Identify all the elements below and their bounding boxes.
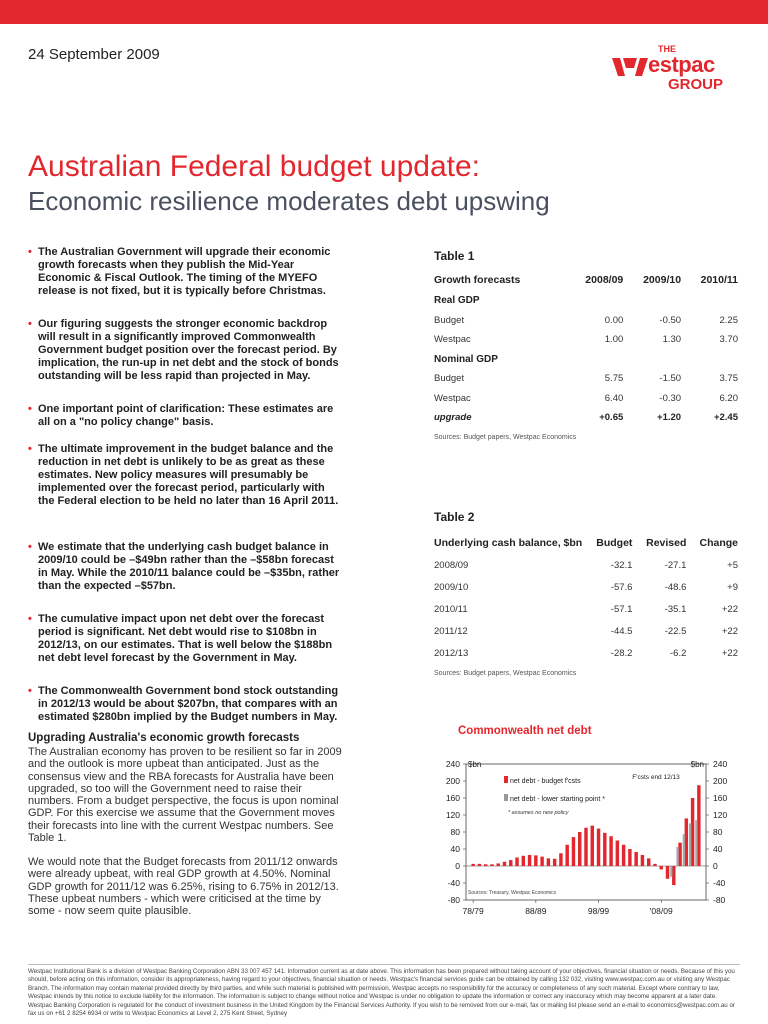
x-tick-label: 98/99 [587,906,610,916]
bar-budget [484,864,487,866]
page-subtitle: Economic resilience moderates debt upswing [28,186,550,216]
table-cell: +22 [721,647,738,659]
bar-budget [641,855,644,866]
table-cell: 1.30 [662,334,682,346]
table-cell: 2.25 [719,314,738,326]
table-cell: Westpac [434,334,471,346]
table-cell: 2010/11 [434,603,468,615]
bullet-item: • One important point of clarification: These estimates are all on a "no policy change" basis. [28,403,340,429]
table-source: Sources: Budget papers, Westpac Economics [434,433,577,441]
bar-budget [660,866,663,869]
westpac-logo [612,42,742,94]
annotation-policy: * assumes no new policy [508,810,569,816]
legend-swatch-budget [504,776,508,783]
key-points-list [28,246,340,739]
logo-brand: estpac [648,52,715,77]
bullet-item: • The ultimate improvement in the budget balance and the reduction in net debt is unlikely to be as great as these estimates. New policy measures will presumably be implemented over the forecast period, particularly with the Federal election to be held no later than 16 April 2011. [28,443,340,521]
table-row [434,389,738,409]
chart-title: Commonwealth net debt [458,725,592,737]
table-cell: +5 [727,559,738,571]
table-cell: -6.2 [670,647,687,659]
table-cell: -0.50 [659,314,682,326]
table-cell: -0.30 [659,392,682,404]
table-header-cell: Revised [646,537,687,549]
table-cell: 6.20 [719,392,738,404]
table-cell: +0.65 [599,412,624,424]
bar-budget [547,858,550,866]
bar-budget [496,863,499,866]
x-tick-label: 88/89 [525,906,547,916]
bar-budget [628,849,631,866]
y-tick-label-right: 160 [713,793,728,803]
table-cell: 0.00 [604,314,624,326]
bar-budget [622,845,625,866]
bar-budget [522,856,525,866]
bar-budget [609,836,612,866]
y-tick-label-right: -80 [713,895,726,905]
table-row [434,598,738,620]
table-cell: +22 [721,625,738,637]
y-axis-label-right: $bn [690,760,704,769]
y-tick-label-left: -80 [447,895,460,905]
bar-lower-start [695,820,697,866]
table-cell: -28.2 [610,647,633,659]
bar-budget [591,826,594,866]
y-tick-label-left: 40 [450,844,460,854]
table-row [434,311,738,331]
bullet-item: • The Commonwealth Government bond stock outstanding in 2012/13 would be about $207bn, that compares with an estimated $280bn implied by the Budget numbers in May. [28,685,340,724]
y-tick-label-right: 200 [713,776,728,786]
table-cell: -1.50 [659,373,682,385]
bar-budget [534,855,537,866]
annotation-fcsts-end: F'csts end 12/13 [632,774,680,781]
bar-budget [578,832,581,866]
bar-budget [490,864,493,866]
x-tick-label: 78/79 [462,906,484,916]
net-debt-chart [430,752,768,922]
top-red-band [0,0,768,24]
page-title: Australian Federal budget update: [28,150,480,183]
table-caption: Table 2 [434,510,475,524]
chart-source: Sources: Treasury, Westpac Economics [468,890,557,896]
bar-budget [540,857,543,866]
table-header-cell: Change [699,537,738,549]
table-header-cell: 2009/10 [643,274,682,286]
table-cell: -32.1 [610,559,633,571]
legend-swatch-lower [504,794,508,801]
table-cell: Budget [434,373,465,385]
bullet-item: • The Australian Government will upgrade their economic growth forecasts when they publish the Mid-Year Economic & Fiscal Outlook. The timing of the MYEFO release is not fixed, but it is typically before Christmas. [28,246,340,298]
table-header-cell: Budget [596,537,633,549]
table-cell: Westpac [434,392,471,404]
table-caption: Table 1 [434,249,475,263]
table-cell: -22.5 [664,625,687,637]
y-tick-label-left: 80 [450,827,460,837]
legend-label-lower: net debt - lower starting point * [510,796,605,803]
table-row [434,576,738,598]
bar-budget [503,862,506,866]
table-cash-balance [434,510,738,677]
y-tick-label-left: 200 [445,776,460,786]
logo-group: GROUP [668,76,724,93]
bullet-item: • We estimate that the underlying cash budget balance in 2009/10 could be –$49bn rather than the –$58bn forecast in May. While the 2010/11 balance could be –$35bn, rather than the expected –$57bn. [28,541,340,593]
table-row [434,554,738,576]
bullet-item: • Our figuring suggests the stronger economic backdrop will result in a significantly improved Commonwealth Government budget position over the forecast period. By implication, the run-up in net debt and the stock of bonds outstanding will be less rapid than projected in May. [28,318,340,383]
body-paragraph-1: The Australian economy has proven to be resilient so far in 2009 and the outlook is more upbeat than anticipated. Just as the consensus view and the RBA forecasts for Australia have been upgraded, so too will the Government need to raise their numbers. From a budget perspective, the focus is upon nominal GDP. For this exercise we assume that the Government moves their forecasts into line with the current Westpac numbers. See Table 1. [28,746,342,845]
table-cell: 3.70 [719,334,738,346]
y-tick-label-right: 40 [713,844,723,854]
table-subheader-row [434,291,738,311]
report-date: 24 September 2009 [28,46,160,63]
bar-budget [597,829,600,866]
bar-lower-start [670,866,672,877]
bar-budget [616,841,619,867]
table-cell: -27.1 [664,559,687,571]
table-subheader: Real GDP [434,295,480,307]
y-tick-label-left: 0 [455,861,460,871]
y-tick-label-left: 120 [445,810,460,820]
table-cell: 3.75 [719,373,738,385]
table-header-cell: Growth forecasts [434,274,521,286]
bar-budget [559,853,562,866]
table-subheader-row [434,350,738,370]
bar-budget [478,864,481,866]
body-paragraph-2: We would note that the Budget forecasts from 2011/12 onwards were already upbeat, with real GDP growth at 4.50%. Nominal GDP growth for 2011/12 was 6.25%, rising to 6.75% in 2012/13. These upbeat numbers - which were criticised at the time by some - now seem quite plausible. [28,856,339,918]
y-tick-label-left: 160 [445,793,460,803]
bar-lower-start [683,834,685,866]
bar-budget [572,837,575,866]
section-heading: Upgrading Australia's economic growth forecasts [28,732,300,744]
table-row [434,642,738,664]
bar-budget [553,859,556,866]
table-cell: +2.45 [713,412,738,424]
table-cell: +1.20 [657,412,682,424]
table-cell: 2009/10 [434,581,469,593]
table-row [434,330,738,350]
table-row [434,369,738,389]
x-tick-label: '08/09 [649,906,673,916]
table-source: Sources: Budget papers, Westpac Economics [434,670,577,677]
table-subheader: Nominal GDP [434,353,498,365]
y-tick-label-left: -40 [447,878,460,888]
table-header-cell: Underlying cash balance, $bn [434,537,583,549]
y-tick-label-right: 80 [713,827,723,837]
y-tick-label-right: 120 [713,810,728,820]
table-header-row [434,532,738,554]
table-cell: 2012/13 [434,647,469,659]
table-cell: -57.1 [610,603,633,615]
table-cell: 5.75 [604,373,624,385]
table-cell: upgrade [434,412,472,424]
table-cell: -48.6 [664,581,687,593]
table-header-cell: 2010/11 [700,274,738,286]
westpac-w-mark-icon [612,56,648,78]
table-cell: +9 [727,581,738,593]
y-tick-label-left: 240 [445,759,460,769]
bar-budget [666,866,669,879]
bar-budget [653,864,656,866]
y-tick-label-right: 0 [713,861,718,871]
bar-budget [647,858,650,866]
disclaimer-footer: Westpac Institutional Bank is a division of Westpac Banking Corporation ABN 33 007 457 141. Information current as at date above. This information has been prepared without taking account of your objectives, financial situation or needs. Because of this you should, before acting on this information, consider its appropriateness, having regard to your objectives, financial situation or needs. Westpac's financial services guide can be obtained by calling 132 032, visiting www.westpac.com.au or visiting any Westpac Branch. The information may contain material provided directly by third parties, and while such material is published with permission, Westpac accepts no responsibility for the accuracy or completeness of any such material. Except where contrary to law, Westpac intends by this notice to exclude liability for the information. The information is subject to change without notice and Westpac is under no obligation to update the information or correct any inaccuracy which may become apparent at a later date. Westpac Banking Corporation is regulated for the conduct of investment business in the United Kingdom by the Financial Services Authority. If you wish to be removed from our e-mail, fax or mailing list please send an e-mail to economics@westpac.com.au or fax us on +61 2 8254 6934 or write to Westpac Economics at Level 2, 275 Kent Street, Sydney [28,964,740,1018]
bar-budget [565,845,568,866]
bar-budget [584,828,587,866]
table-cell: 6.40 [604,392,624,404]
table-row-upgrade [434,408,738,428]
table-row [434,620,738,642]
bar-budget [471,864,474,866]
table-growth-forecasts [434,249,738,441]
bar-lower-start [676,847,678,866]
y-tick-label-right: 240 [713,759,728,769]
table-header-cell: 2008/09 [585,274,624,286]
bar-lower-start [689,824,691,867]
table-cell: Budget [434,314,465,326]
table-cell: -44.5 [610,625,633,637]
table-cell: 2011/12 [434,625,468,637]
bar-budget [634,852,637,866]
y-tick-label-right: -40 [713,878,726,888]
table-cell: +22 [721,603,738,615]
table-cell: -35.1 [664,603,687,615]
logo-the: THE [658,44,676,54]
legend-label-budget: net debt - budget f'csts [510,778,581,785]
table-cell: 2008/09 [434,559,469,571]
bar-budget [603,833,606,866]
bar-budget [528,855,531,866]
y-axis-label-left: $bn [468,760,482,769]
table-cell: 1.00 [604,334,624,346]
table-header-row [434,269,738,291]
table-cell: -57.6 [610,581,633,593]
bar-budget [509,860,512,866]
bullet-item: • The cumulative impact upon net debt over the forecast period is significant. Net debt would rise to $108bn in 2012/13, on our estimates. That is well below the $188bn net debt level forecast by the Government in May. [28,613,340,665]
bar-budget [515,858,518,867]
